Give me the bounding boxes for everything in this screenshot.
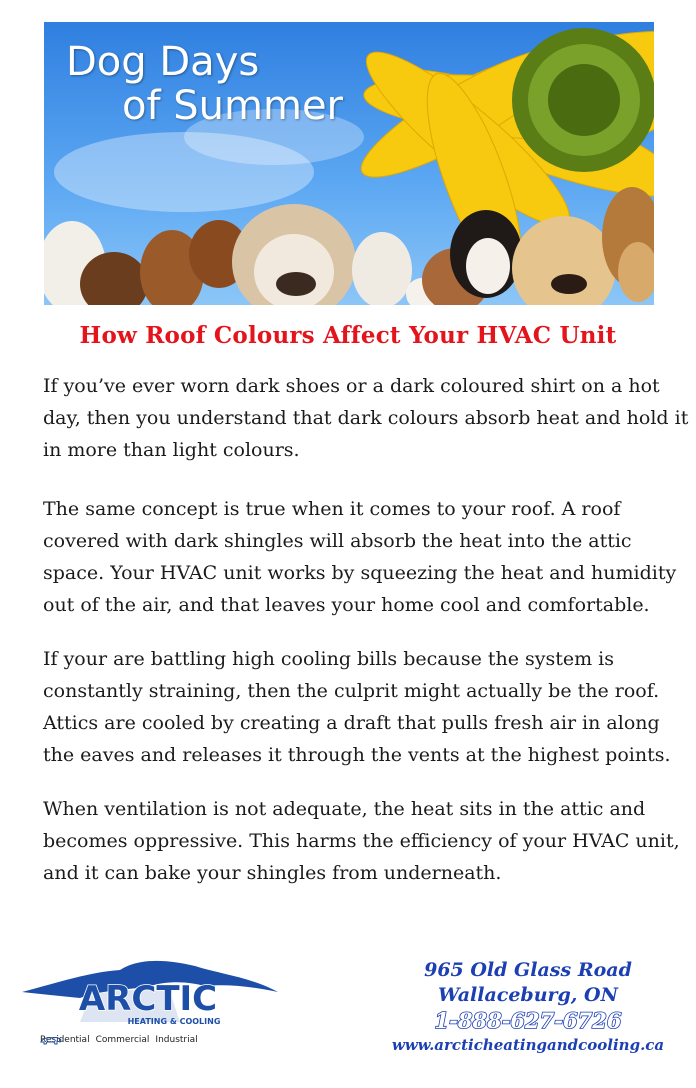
arctic-logo	[20, 952, 282, 1052]
polar-bear-icon	[40, 1035, 62, 1045]
hero-title-line1: Dog Days	[66, 39, 260, 85]
phone-number[interactable]: 1-888-627-6726	[434, 1008, 622, 1033]
logo-sub: HEATING & COOLING	[127, 1017, 221, 1026]
paragraph-4: When ventilation is not adequate, the heat sits in the attic and becomes oppressive. This harms the efficiency of your HVAC unit, and it can bake your shingles from underneath.	[43, 798, 680, 884]
tag-residential: Residential	[40, 1035, 90, 1045]
tag-industrial: Industrial	[155, 1035, 198, 1045]
hero-title-line2: of Summer	[122, 83, 343, 129]
address-line-1: 965 Old Glass Road	[424, 959, 632, 981]
tag-commercial: Commercial	[95, 1035, 150, 1045]
address-line-2: Wallaceburg, ON	[438, 984, 618, 1006]
contact-block	[372, 958, 684, 1058]
paragraph-1: If you’ve ever worn dark shoes or a dark coloured shirt on a hot day, then you understand that dark colours absorb heat and hold it in more than light colours.	[43, 375, 689, 461]
website-link[interactable]: www.arcticheatingandcooling.ca	[391, 1036, 665, 1054]
paragraph-3: If your are battling high cooling bills because the system is constantly straining, then the culprit might actually be the roof. Attics are cooled by creating a draft that pulls fresh air in along the eaves and releases it through the vents at the highest points.	[43, 648, 671, 766]
article-headline: How Roof Colours Affect Your HVAC Unit	[79, 322, 617, 349]
logo-tagline	[40, 1035, 280, 1045]
paragraph-2: The same concept is true when it comes to your roof. A roof covered with dark shingles will absorb the heat into the attic space. Your HVAC unit works by squeezing the heat and humidity out of the air, and that leaves your home cool and comfortable.	[43, 498, 677, 616]
hero-title	[66, 40, 343, 128]
hero-banner	[44, 22, 654, 305]
mountain-logo-icon	[20, 952, 282, 1036]
logo-brand: ARCTIC	[78, 979, 218, 1019]
